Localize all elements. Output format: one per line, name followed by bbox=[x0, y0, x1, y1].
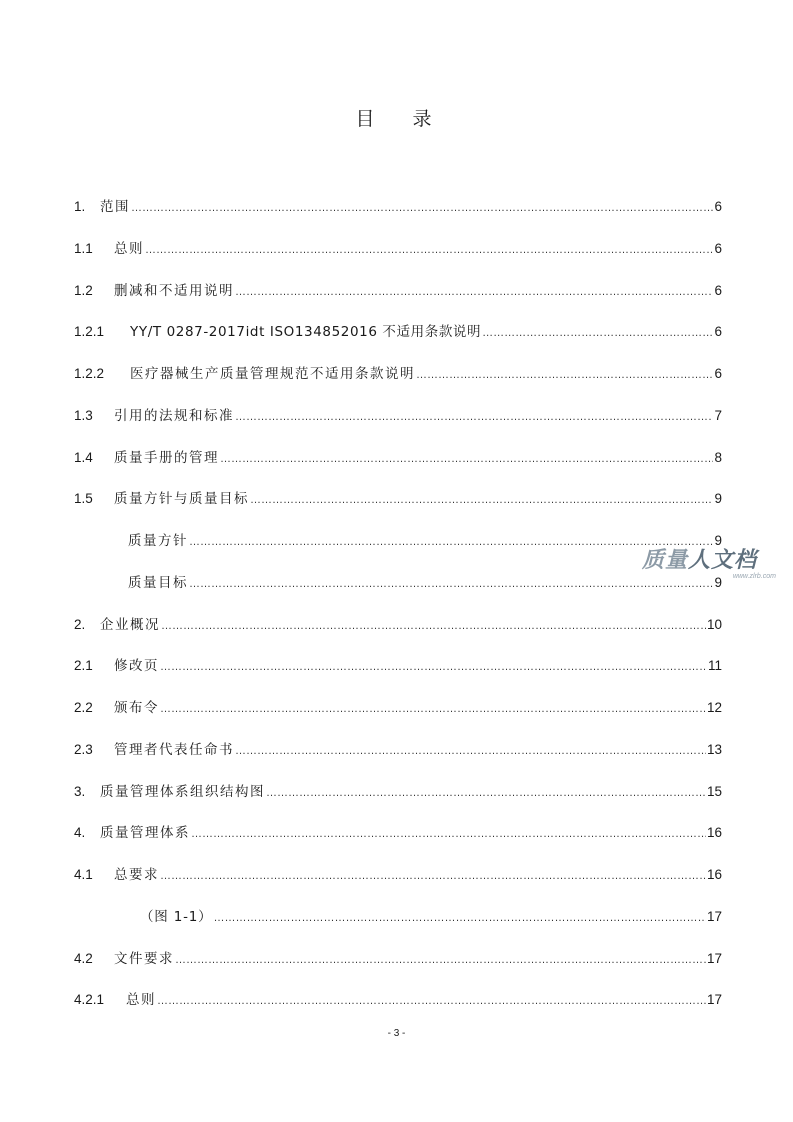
toc-entry[interactable] bbox=[74, 238, 722, 260]
leader-dots bbox=[175, 949, 706, 971]
leader-dots bbox=[161, 615, 706, 637]
toc-number: 1.2.2 bbox=[74, 366, 105, 381]
toc-entry[interactable] bbox=[74, 363, 722, 385]
toc-number: 2.2 bbox=[74, 700, 93, 715]
toc-entry[interactable] bbox=[74, 697, 722, 719]
toc-label: 质量方针 bbox=[128, 533, 188, 549]
toc-number: 1. bbox=[74, 199, 86, 214]
leader-dots bbox=[189, 573, 713, 595]
toc-number: 1.1 bbox=[74, 241, 93, 256]
toc-entry[interactable] bbox=[128, 572, 722, 594]
toc-number: 2. bbox=[74, 617, 86, 632]
leader-dots bbox=[220, 448, 713, 470]
leader-dots bbox=[131, 197, 713, 219]
page-title: 目 录 bbox=[355, 108, 438, 130]
toc-entry[interactable] bbox=[74, 196, 722, 218]
leader-dots bbox=[157, 990, 706, 1012]
toc-number: 1.4 bbox=[74, 450, 93, 465]
toc-entry[interactable] bbox=[74, 405, 722, 427]
toc-page: 16 bbox=[706, 825, 722, 840]
toc-label: 质量管理体系 bbox=[100, 825, 190, 841]
leader-dots bbox=[482, 322, 713, 344]
toc-number: 1.2.1 bbox=[74, 324, 105, 339]
toc-entry[interactable] bbox=[74, 655, 722, 677]
leader-dots bbox=[160, 865, 706, 887]
toc-label: 管理者代表任命书 bbox=[114, 742, 234, 758]
toc-label: 文件要求 bbox=[114, 951, 174, 967]
page-number-footer: - 3 - bbox=[387, 1028, 406, 1039]
toc-number: 1.5 bbox=[74, 491, 93, 506]
toc-page: 15 bbox=[706, 784, 722, 799]
toc-label: 质量方针与质量目标 bbox=[114, 491, 249, 507]
leader-dots bbox=[235, 281, 713, 303]
toc-page: 17 bbox=[706, 909, 722, 924]
toc-entry[interactable] bbox=[140, 906, 722, 928]
toc-label: YY/T 0287-2017idt ISO134852016 不适用条款说明 bbox=[130, 324, 482, 340]
toc-entry[interactable] bbox=[74, 822, 722, 844]
toc-number: 4.1 bbox=[74, 867, 93, 882]
toc-page: 12 bbox=[706, 700, 722, 715]
toc-page: 6 bbox=[714, 366, 722, 381]
leader-dots bbox=[160, 698, 706, 720]
toc-number: 3. bbox=[74, 784, 86, 799]
toc-label: 范围 bbox=[100, 199, 130, 215]
leader-dots bbox=[189, 531, 713, 553]
toc-page: 10 bbox=[706, 617, 722, 632]
toc-page: 6 bbox=[714, 241, 722, 256]
toc-label: 企业概况 bbox=[100, 617, 160, 633]
toc-number: 1.2 bbox=[74, 283, 93, 298]
toc-label: （图 1-1） bbox=[140, 909, 213, 925]
watermark-logo bbox=[642, 548, 782, 584]
toc-label: 删减和不适用说明 bbox=[114, 283, 234, 299]
leader-dots bbox=[416, 364, 713, 386]
toc-entry[interactable] bbox=[74, 447, 722, 469]
watermark-text-a: 质量 bbox=[642, 548, 689, 573]
toc-entry[interactable] bbox=[74, 739, 722, 761]
leader-dots bbox=[191, 823, 706, 845]
leader-dots bbox=[250, 489, 713, 511]
toc-page: 8 bbox=[714, 450, 722, 465]
toc-label: 总则 bbox=[126, 992, 156, 1008]
watermark-url: www.zlrb.com bbox=[732, 573, 776, 580]
toc-label: 质量手册的管理 bbox=[114, 450, 219, 466]
toc-label: 总要求 bbox=[114, 867, 159, 883]
toc-entry[interactable] bbox=[74, 989, 722, 1011]
toc-page: 9 bbox=[714, 491, 722, 506]
toc-number: 4. bbox=[74, 825, 86, 840]
toc-page: 13 bbox=[706, 742, 722, 757]
leader-dots bbox=[235, 406, 713, 428]
toc-label: 引用的法规和标准 bbox=[114, 408, 234, 424]
toc-page: 17 bbox=[706, 992, 722, 1007]
toc-number: 4.2.1 bbox=[74, 992, 105, 1007]
leader-dots bbox=[160, 656, 707, 678]
leader-dots bbox=[235, 740, 706, 762]
toc-page: 17 bbox=[706, 951, 722, 966]
leader-dots bbox=[213, 907, 706, 929]
toc-label: 颁布令 bbox=[114, 700, 159, 716]
toc-page: 6 bbox=[714, 324, 722, 339]
toc-label: 总则 bbox=[114, 241, 144, 257]
toc-entry[interactable] bbox=[74, 864, 722, 886]
toc-label: 医疗器械生产质量管理规范不适用条款说明 bbox=[130, 366, 415, 382]
toc-number: 2.1 bbox=[74, 658, 93, 673]
toc-page: 9 bbox=[714, 533, 722, 548]
toc-number: 4.2 bbox=[74, 951, 93, 966]
toc-label: 质量管理体系组织结构图 bbox=[100, 784, 265, 800]
toc-page: 6 bbox=[714, 199, 722, 214]
toc-number: 1.3 bbox=[74, 408, 93, 423]
watermark-text-b: 人文档 bbox=[688, 548, 758, 573]
toc-entry[interactable] bbox=[74, 948, 722, 970]
toc-entry[interactable] bbox=[128, 530, 722, 552]
toc-entry[interactable] bbox=[74, 321, 722, 343]
toc-entry[interactable] bbox=[74, 614, 722, 636]
toc-page: 6 bbox=[714, 283, 722, 298]
leader-dots bbox=[145, 239, 713, 261]
leader-dots bbox=[266, 782, 706, 804]
toc-page: 11 bbox=[707, 658, 722, 673]
toc-label: 修改页 bbox=[114, 658, 159, 674]
toc-page: 9 bbox=[714, 575, 722, 590]
toc-page: 16 bbox=[706, 867, 722, 882]
toc-entry[interactable] bbox=[74, 280, 722, 302]
toc-page: 7 bbox=[714, 408, 722, 423]
toc-entry[interactable] bbox=[74, 488, 722, 510]
toc-entry[interactable] bbox=[74, 781, 722, 803]
toc-label: 质量目标 bbox=[128, 575, 188, 591]
toc-number: 2.3 bbox=[74, 742, 93, 757]
